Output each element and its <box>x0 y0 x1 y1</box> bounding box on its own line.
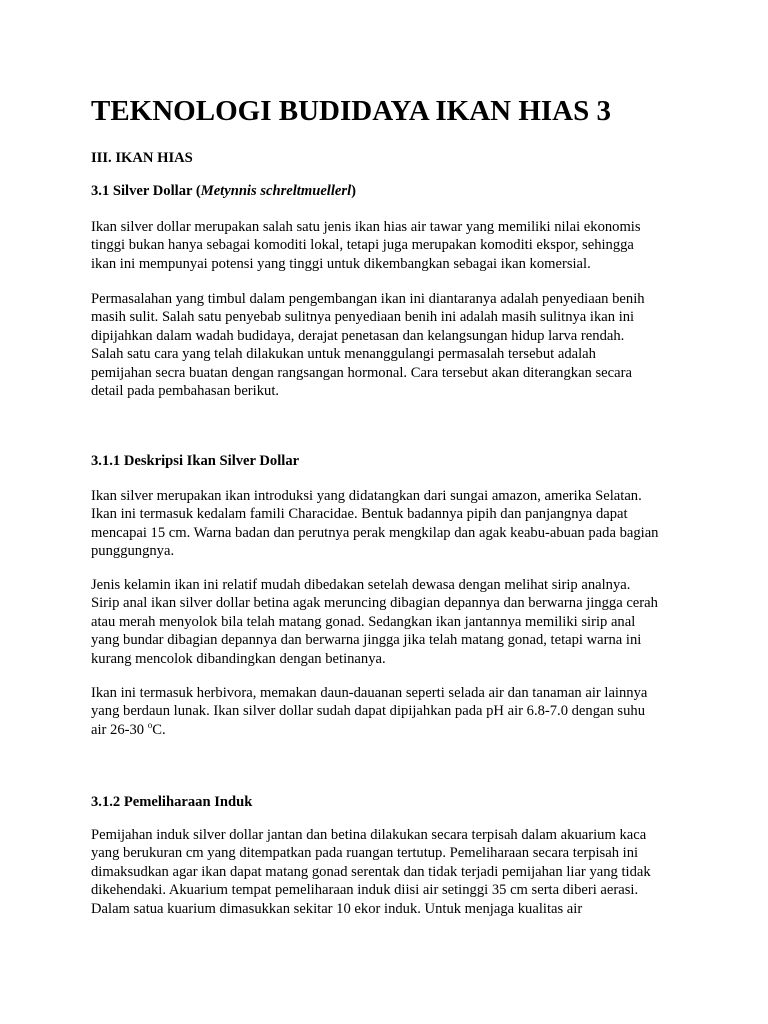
paragraph-line: kurang mencolok dibandingkan dengan betinanya. <box>91 650 386 667</box>
paragraph-line: Permasalahan yang timbul dalam pengembangan ikan ini diantaranya adalah penyediaan benih <box>91 291 645 307</box>
subsection-suffix: ) <box>351 183 356 199</box>
paragraph-line: yang berukuran cm yang ditempatkan pada ruangan tertutup. Pemeliharaan secara terpisah ini <box>91 845 639 862</box>
paragraph-line: Ikan silver merupakan ikan introduksi yang didatangkan dari sungai amazon, amerika Selatan. <box>91 488 642 504</box>
paragraph-diet <box>91 684 691 739</box>
temperature-unit: C. <box>152 721 166 738</box>
paragraph-intro <box>91 218 691 273</box>
heading-pemeliharaan: 3.1.2 Pemeliharaan Induk <box>91 794 253 810</box>
paragraph-line: Dalam satua kuarium dimasukkan sekitar 10 ekor induk. Untuk menjaga kualitas air <box>91 900 583 917</box>
paragraph-line: dipijahkan dalam wadah budidaya, derajat penetasan dan kelangsungan hidup larva rendah. <box>91 327 625 344</box>
paragraph-description <box>91 487 691 561</box>
paragraph-line: Ikan ini termasuk herbivora, memakan daun-dauanan seperti selada air dan tanaman air lainnya <box>91 685 648 701</box>
subsection-heading <box>91 182 356 200</box>
paragraph-line: Salah satu cara yang telah dilakukan untuk menanggulangi permasalah tersebut adalah <box>91 346 596 363</box>
paragraph-line: Ikan silver dollar merupakan salah satu jenis ikan hias air tawar yang memiliki nilai ekonomis <box>91 219 641 235</box>
temperature-text: air 26-30 <box>91 721 148 738</box>
paragraph-line: yang berdaun lunak. Ikan silver dollar sudah dapat dipijahkan pada pH air 6.8-7.0 dengan suhu <box>91 703 645 720</box>
heading-deskripsi: 3.1.1 Deskripsi Ikan Silver Dollar <box>91 453 300 469</box>
paragraph-line: atau merah menyolok bila telah matang gonad. Sedangkan ikan jantannya memiliki sirip anal <box>91 613 636 630</box>
paragraph-line: yang bundar dibagian depannya dan berwarna jingga jika telah matang gonad, tetapi warna ini <box>91 632 642 649</box>
paragraph-line: dikehendaki. Akuarium tempat pemeliharaan induk diisi air setinggi 35 cm serta diberi aerasi. <box>91 882 639 899</box>
degree-superscript: o <box>147 719 153 730</box>
paragraph-line: tinggi bukan hanya sebagai komoditi lokal, tetapi juga merupakan komoditi ekspor, sehingga <box>91 237 634 254</box>
paragraph-line: Ikan ini termasuk kedalam famili Characidae. Bentuk badannya pipih dan panjangnya dapat <box>91 506 628 523</box>
paragraph-problems <box>91 290 691 400</box>
scientific-name: Metynnis schreltmuellerl <box>200 183 352 199</box>
paragraph-line: dimaksudkan agar ikan dapat matang gonad serentak dan tidak terjadi pemijahan liar yang tidak <box>91 863 651 880</box>
paragraph-line: detail pada pembahasan berikut. <box>91 383 280 400</box>
paragraph-sex-differences <box>91 576 691 668</box>
paragraph-line: pemijahan secra buatan dengan rangsangan hormonal. Cara tersebut akan diterangkan secara <box>91 364 632 381</box>
paragraph-line: Sirip anal ikan silver dollar betina agak meruncing dibagian depannya dan berwarna jingga cerah <box>91 595 658 612</box>
document-title: TEKNOLOGI BUDIDAYA IKAN HIAS 3 <box>91 95 611 127</box>
section-heading: III. IKAN HIAS <box>91 150 193 166</box>
paragraph-line-temperature <box>91 721 691 739</box>
paragraph-line: mencapai 15 cm. Warna badan dan perutnya perak mengkilap dan agak keabu-abuan pada bagian <box>91 524 659 541</box>
paragraph-line: Jenis kelamin ikan ini relatif mudah dibedakan setelah dewasa dengan melihat sirip analnya. <box>91 577 631 593</box>
paragraph-line: ikan ini mempunyai potensi yang tinggi untuk dikembangkan sebagai ikan komersial. <box>91 255 591 272</box>
paragraph-broodstock <box>91 826 691 918</box>
paragraph-line: masih sulit. Salah satu penyebab sulitnya penyediaan benih ini adalah masih sulitnya ikan ini <box>91 309 635 326</box>
subsection-prefix: 3.1 Silver Dollar ( <box>91 183 201 199</box>
paragraph-line: Pemijahan induk silver dollar jantan dan betina dilakukan secara terpisah dalam akuarium kaca <box>91 827 647 843</box>
paragraph-line: punggungnya. <box>91 543 175 560</box>
